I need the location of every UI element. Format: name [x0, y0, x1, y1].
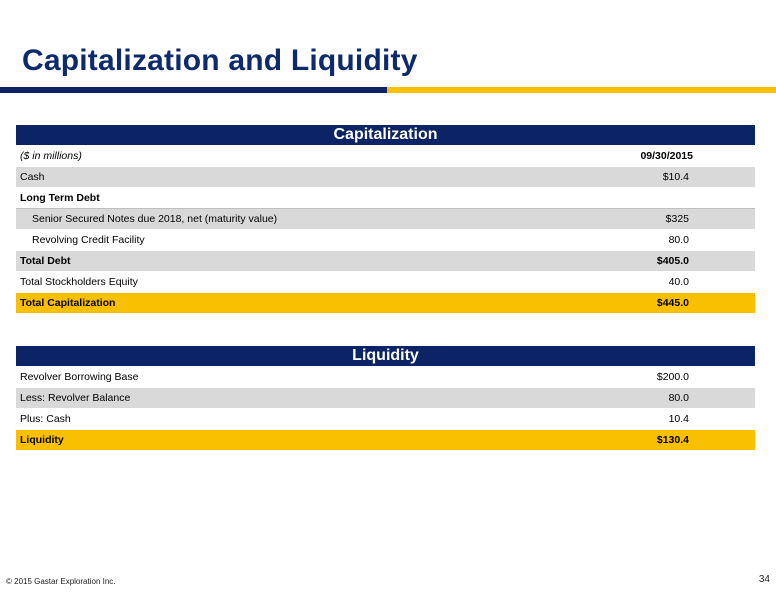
total-row: [16, 293, 755, 314]
capitalization-subheader-row: [16, 146, 755, 167]
capitalization-table: [16, 125, 755, 314]
capitalization-heading: Capitalization: [16, 125, 755, 146]
row-label: Plus: Cash: [16, 409, 595, 430]
table-row: [16, 230, 755, 251]
row-value: 10.4: [595, 409, 755, 430]
liquidity-table: [16, 346, 755, 451]
row-label: Less: Revolver Balance: [16, 388, 595, 409]
row-value: 80.0: [595, 388, 755, 409]
row-value: 40.0: [595, 272, 755, 293]
title-rule-gold: [387, 87, 776, 93]
row-label: Cash: [16, 167, 595, 188]
row-label: Senior Secured Notes due 2018, net (maturity value): [16, 209, 595, 230]
capitalization-header-row: [16, 125, 755, 146]
row-value: $325: [595, 209, 755, 230]
total-row: [16, 430, 755, 451]
table-row: [16, 209, 755, 230]
row-value: $130.4: [595, 430, 755, 451]
table-row: [16, 409, 755, 430]
row-value: $405.0: [595, 251, 755, 272]
table-row: [16, 167, 755, 188]
row-value: $445.0: [595, 293, 755, 314]
liquidity-heading: Liquidity: [16, 346, 755, 367]
units-label: ($ in millions): [16, 146, 595, 167]
row-label: Total Stockholders Equity: [16, 272, 595, 293]
copyright-footer: © 2015 Gastar Exploration Inc.: [6, 577, 116, 586]
row-value: 80.0: [595, 230, 755, 251]
page-number: 34: [758, 574, 770, 585]
table-row: [16, 251, 755, 272]
page-title: Capitalization and Liquidity: [22, 44, 418, 77]
table-row: [16, 367, 755, 388]
row-label: Revolving Credit Facility: [16, 230, 595, 251]
row-label: Long Term Debt: [16, 188, 595, 209]
date-column-header: 09/30/2015: [595, 146, 755, 167]
table-row: [16, 388, 755, 409]
row-label: Total Capitalization: [16, 293, 595, 314]
row-value: [595, 188, 755, 209]
row-value: $10.4: [595, 167, 755, 188]
row-label: Revolver Borrowing Base: [16, 367, 595, 388]
title-rule-blue: [0, 87, 387, 93]
table-row: [16, 272, 755, 293]
table-row: [16, 188, 755, 209]
liquidity-header-row: [16, 346, 755, 367]
row-label: Total Debt: [16, 251, 595, 272]
row-label: Liquidity: [16, 430, 595, 451]
row-value: $200.0: [595, 367, 755, 388]
